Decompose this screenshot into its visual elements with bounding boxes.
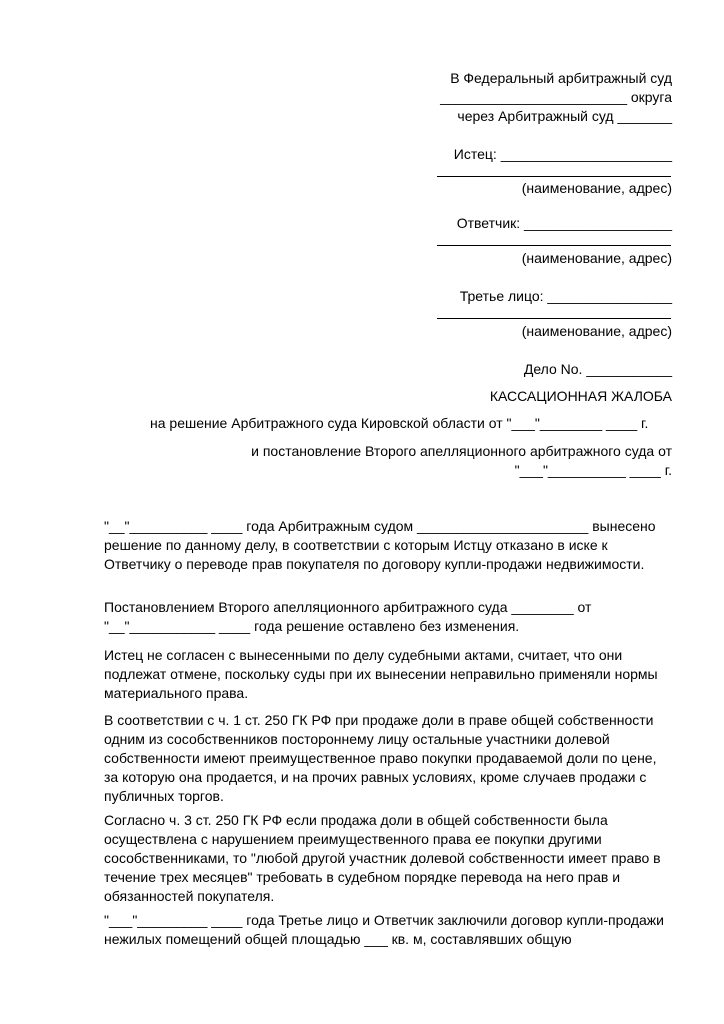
third-party-line — [437, 318, 671, 319]
paragraph: Истец не согласен с вынесенными по делу судебными актами, считает, что они подлежат отмене, поскольку суды при их вынесении неправильно применяли нормы материального права. — [104, 647, 658, 701]
plaintiff-field: Истец: ______________________ — [453, 146, 672, 162]
paragraph: Согласно ч. 3 ст. 250 ГК РФ если продажа доли в общей собственности была осуществлена с нарушением преимущественного права ее покупки другими сособственниками, то "любой другой участник долевой собственности имеет право в течение трех месяцев" требовать в судебном порядке перевода на него прав и обязанностей покупателя. — [104, 812, 661, 904]
title-line-3: "___"__________ ____ г. — [514, 462, 672, 478]
case-number: Дело No. ___________ — [523, 361, 672, 377]
court-addressee: В Федеральный арбитражный суд — [450, 70, 672, 86]
court-district: ________________________ округа — [440, 89, 672, 105]
paragraph: "__"__________ ____ года Арбитражным судом ______________________ вынесено решение по данному делу, в соответствии с которым Истцу отказано в иске к Ответчику о переводе прав покупателя по договору купли-продажи недвижимости. — [104, 518, 656, 572]
defendant-note: (наименование, адрес) — [521, 250, 672, 266]
title-line-2: и постановление Второго апелляционного арбитражного суда от — [251, 443, 672, 459]
plaintiff-note: (наименование, адрес) — [521, 180, 672, 196]
third-party-field: Третье лицо: ________________ — [459, 288, 672, 304]
defendant-field: Ответчик: ___________________ — [456, 215, 672, 231]
document-title: КАССАЦИОННАЯ ЖАЛОБА — [489, 388, 672, 404]
paragraph: В соответствии с ч. 1 ст. 250 ГК РФ при продаже доли в праве общей собственности одним из сособственников постороннему лицу остальные участники долевой собственности имеют преимущественное право покупки продаваемой доли по цене, за которую она продается, и на прочих равных условиях, кроме случаев продажи с публичных торгов. — [104, 712, 657, 804]
plaintiff-line — [437, 176, 671, 177]
court-via: через Арбитражный суд _______ — [457, 108, 672, 124]
paragraph: "___"_________ ____ года Третье лицо и Ответчик заключили договор купли-продажи нежилых помещений общей площадью ___ кв. м, составлявших общую — [104, 912, 664, 947]
paragraph: Постановлением Второго апелляционного арбитражного суда ________ от "__"___________ ____ года решение оставлено без изменения. — [104, 599, 592, 634]
title-line-1: на решение Арбитражного суда Кировской области от "___"________ ____ г. — [150, 415, 649, 431]
defendant-line — [437, 245, 671, 246]
third-party-note: (наименование, адрес) — [521, 323, 672, 339]
